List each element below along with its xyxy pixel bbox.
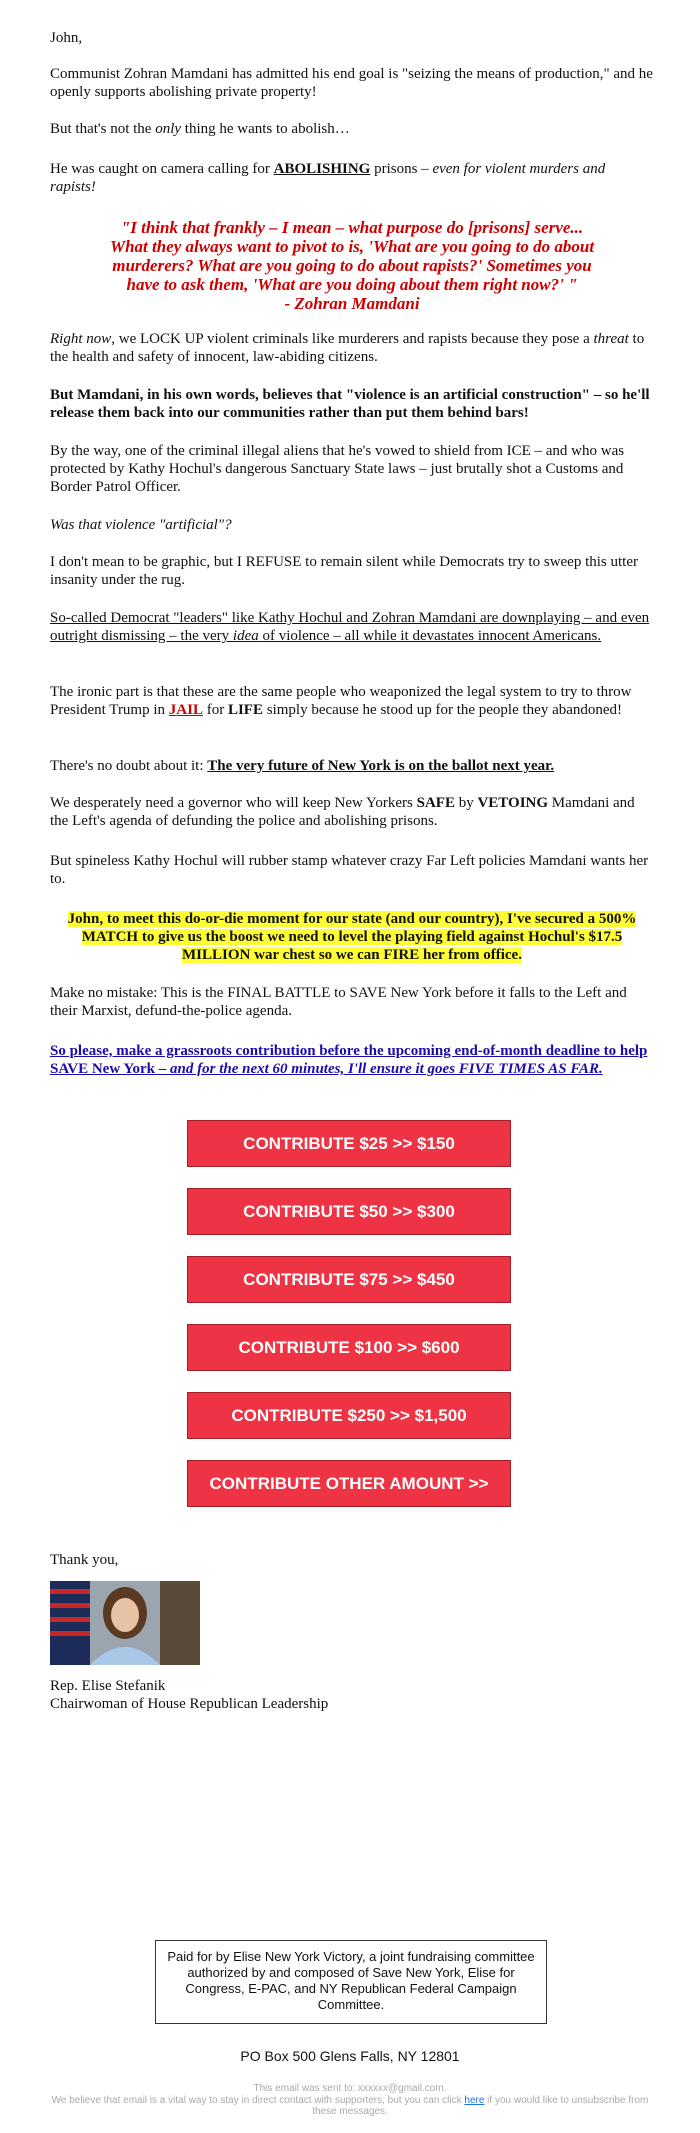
contribute-50-button[interactable]: CONTRIBUTE $50 >> $300 bbox=[187, 1188, 511, 1235]
signoff: Thank you, bbox=[50, 1552, 119, 1568]
contribute-75-button[interactable]: CONTRIBUTE $75 >> $450 bbox=[187, 1256, 511, 1303]
unsubscribe-link[interactable]: here bbox=[464, 2095, 485, 2106]
signature-name: Rep. Elise Stefanik bbox=[50, 1678, 166, 1694]
contribute-25-button[interactable]: CONTRIBUTE $25 >> $150 bbox=[187, 1120, 511, 1167]
signature-title: Chairwoman of House Republican Leadership bbox=[50, 1696, 329, 1712]
by-the-way-paragraph: By the way, one of the criminal illegal aliens that he's vowed to shield from ICE – and who was protected by Kathy Hochul's dangerous Sanctuary State laws – just brutally shot a Customs and Border Patrol Officer. bbox=[50, 443, 625, 495]
unsubscribe-notice: We believe that email is a vital way to stay in direct contact with supporters, but you can click here if you would like to unsubscribe from these messages. bbox=[51, 2095, 649, 2117]
contribute-100-button[interactable]: CONTRIBUTE $100 >> $600 bbox=[187, 1324, 511, 1371]
intro-paragraph: Communist Zohran Mamdani has admitted his end goal is "seizing the means of production," and he openly supports abolishing private property! bbox=[50, 66, 653, 100]
so-called-paragraph: So-called Democrat "leaders" like Kathy Hochul and Zohran Mamdani are downplaying – and even outright dismissing – the very idea of violence – all while it devastates innocent Americans. bbox=[50, 610, 650, 644]
contribute-250-button[interactable]: CONTRIBUTE $250 >> $1,500 bbox=[187, 1392, 511, 1439]
paid-for-disclaimer: Paid for by Elise New York Victory, a joint fundraising committee authorized by and composed of Save New York, Elise for Congress, E-PAC, and NY Republican Federal Campaign Committee. bbox=[155, 1940, 547, 2024]
graphic-paragraph: I don't mean to be graphic, but I REFUSE to remain silent while Democrats try to sweep this utter insanity under the rug. bbox=[50, 554, 638, 588]
match-highlight: John, to meet this do-or-die moment for our state (and our country), I've secured a 500% MATCH to give us the boost we need to level the playing field against Hochul's $17.5 MILLION war chest so we can FIRE her from office. bbox=[67, 911, 637, 963]
no-doubt-paragraph: There's no doubt about it: The very future of New York is on the ballot next year. bbox=[50, 758, 555, 774]
camera-paragraph: He was caught on camera calling for ABOLISHING prisons – even for violent murders and rapists! bbox=[50, 161, 606, 195]
governor-paragraph: We desperately need a governor who will keep New Yorkers SAFE by VETOING Mamdani and the Left's agenda of defunding the police and abolishing prisons. bbox=[50, 795, 635, 829]
right-now-paragraph: Right now, we LOCK UP violent criminals like murderers and rapists because they pose a threat to the health and safety of innocent, law-abiding citizens. bbox=[50, 331, 645, 365]
signature-photo bbox=[50, 1581, 200, 1665]
mailing-address: PO Box 500 Glens Falls, NY 12801 bbox=[240, 2048, 460, 2064]
artificial-paragraph: But Mamdani, in his own words, believes that "violence is an artificial construction" – so he'll release them back into our communities rather than put them behind bars! bbox=[50, 387, 650, 421]
sent-to-notice: This email was sent to: xxxxxx@gmail.com. bbox=[253, 2083, 447, 2094]
greeting: John, bbox=[50, 30, 83, 46]
question-paragraph: Was that violence "artificial"? bbox=[50, 517, 232, 533]
spineless-paragraph: But spineless Kathy Hochul will rubber stamp whatever crazy Far Left policies Mamdani wants her to. bbox=[50, 853, 649, 887]
final-battle-paragraph: Make no mistake: This is the FINAL BATTLE to SAVE New York before it falls to the Left and their Marxist, defund-the-police agenda. bbox=[50, 985, 627, 1019]
contribute-other-button[interactable]: CONTRIBUTE OTHER AMOUNT >> bbox=[187, 1460, 511, 1507]
contribute-link[interactable]: So please, make a grassroots contribution before the upcoming end-of-month deadline to help SAVE New York – and for the next 60 minutes, I'll ensure it goes FIVE TIMES AS FAR. bbox=[50, 1043, 648, 1077]
mamdani-quote: "I think that frankly – I mean – what purpose do [prisons] serve... What they always want to pivot to is, 'What are you going to do about murderers? What are you going to do about rapists?' Sometimes you have to ask them, 'What are you doing about them right now?' " - Zohran Mamdani bbox=[109, 218, 595, 313]
portrait-image bbox=[50, 1581, 200, 1665]
only-paragraph: But that's not the only thing he wants to abolish… bbox=[50, 121, 350, 137]
ironic-paragraph: The ironic part is that these are the same people who weaponized the legal system to try to throw President Trump in JAIL for LIFE simply because he stood up for the people they abandoned! bbox=[50, 684, 632, 718]
